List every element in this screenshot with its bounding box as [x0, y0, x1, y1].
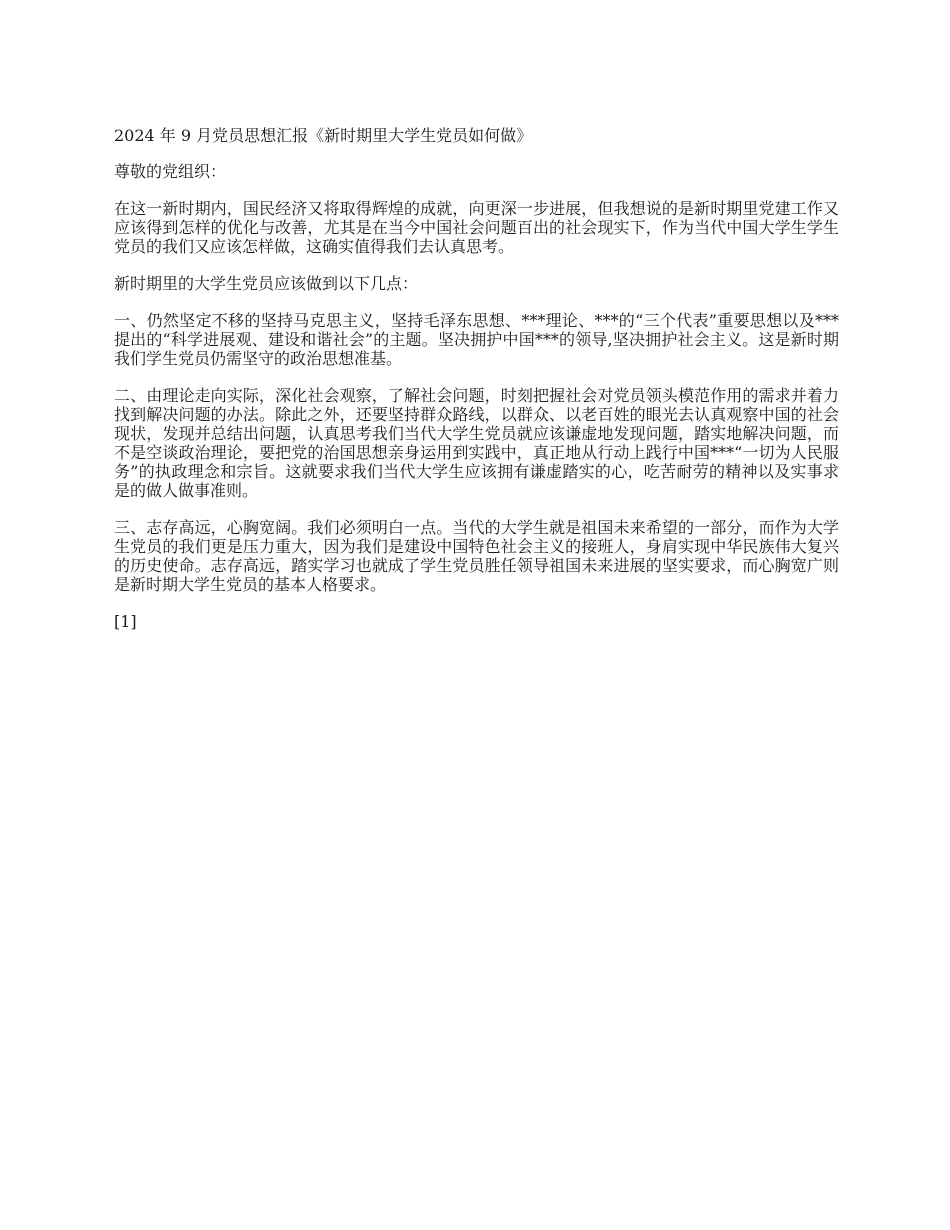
paragraph-intro: 在这一新时期内，国民经济又将取得辉煌的成就，向更深一步进展，但我想说的是新时期里党建工作又应该得到怎样的优化与改善，尤其是在当今中国社会问题百出的社会现实下，作为当代中国大学生学生党员的我们又应该怎样做，这确实值得我们去认真思考。: [114, 199, 839, 256]
salutation: 尊敬的党组织：: [114, 162, 227, 181]
paragraph-points-heading: 新时期里的大学生党员应该做到以下几点：: [114, 274, 419, 293]
paragraph-point-three: 三、志存高远，心胸宽阔。我们必须明白一点。当代的大学生就是祖国未来希望的一部分，而作为大学生党员的我们更是压力重大，因为我们是建设中国特色社会主义的接班人，身肩实现中华民族伟大复兴的历史使命。志存高远，踏实学习也就成了学生党员胜任领导祖国未来进展的坚实要求，而心胸宽广则是新时期大学生党员的基本人格要求。: [114, 518, 839, 594]
document-title: 2024 年 9 月党员思想汇报《新时期里大学生党员如何做》: [114, 126, 533, 145]
document-body: [114, 126, 839, 649]
footnote-marker: [1]: [114, 612, 137, 631]
paragraph-point-one: 一、仍然坚定不移的坚持马克思主义，坚持毛泽东思想、***理论、***的“三个代表”重要思想以及***提出的“科学进展观、建设和谐社会”的主题。坚决拥护中国***的领导,坚决拥护社会主义。这是新时期我们学生党员仍需坚守的政治思想准基。: [114, 311, 839, 368]
paragraph-point-two: 二、由理论走向实际，深化社会观察，了解社会问题，时刻把握社会对党员领头模范作用的需求并着力找到解决问题的办法。除此之外，还要坚持群众路线，以群众、以老百姓的眼光去认真观察中国的社会现状，发现并总结出问题，认真思考我们当代大学生党员就应该谦虚地发现问题，踏实地解决问题，而不是空谈政治理论，要把党的治国思想亲身运用到实践中，真正地从行动上践行中国***“一切为人民服务”的执政理念和宗旨。这就要求我们当代大学生应该拥有谦虚踏实的心，吃苦耐劳的精神以及实事求是的做人做事准则。: [114, 386, 839, 500]
